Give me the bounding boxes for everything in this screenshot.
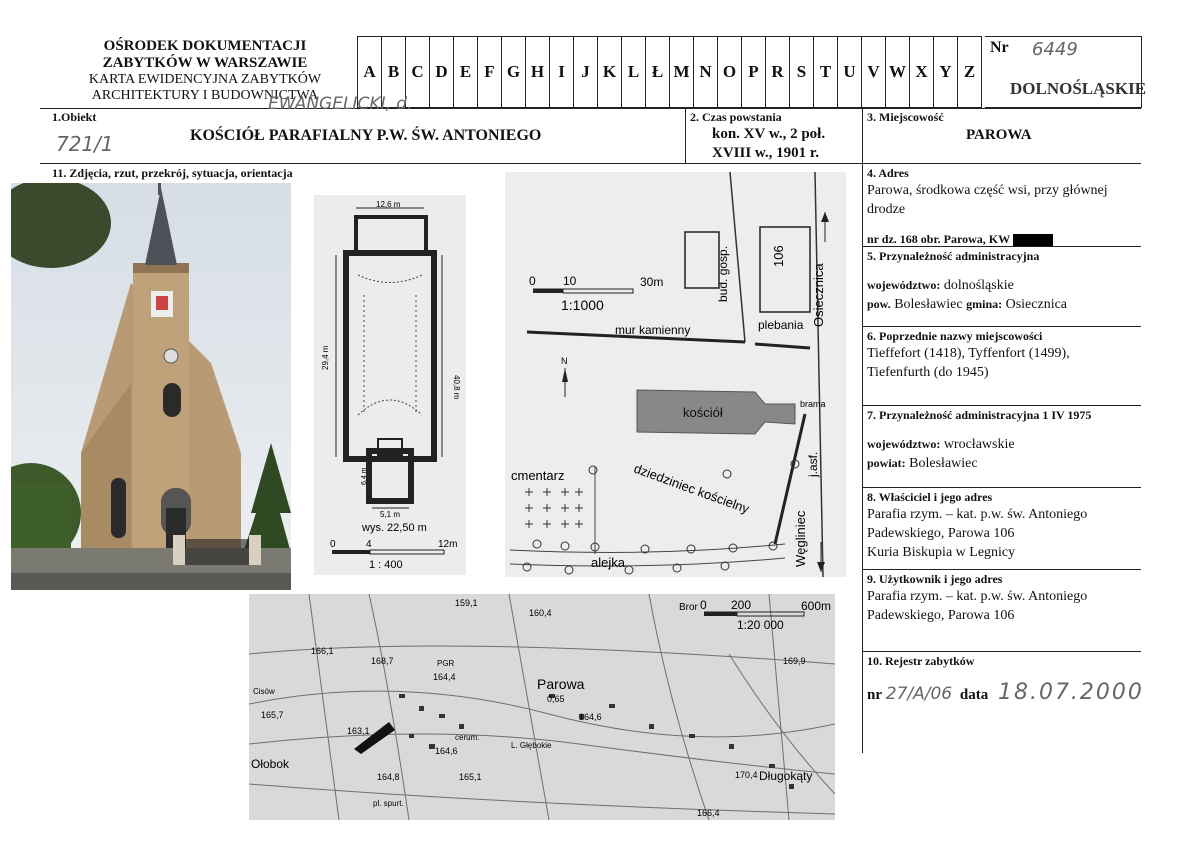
plan-scale-ratio: 1 : 400 [369, 559, 403, 571]
site-weglinec: Węgliniec [793, 510, 808, 567]
site-plan [505, 172, 846, 577]
card-title: KARTA EWIDENCYJNA ZABYTKÓW ARCHITEKTURY I BUDOWNICTWA [88, 72, 322, 103]
handwritten-note-left: 721/1 [56, 132, 114, 156]
plan-width-label: 12,6 m [376, 200, 401, 209]
section9: 9. Użytkownik i jego adres Parafia rzym. – kat. p.w. św. Antoniego Padewskiego, Parowa 106 [867, 572, 1088, 623]
section4: 4. Adres Parowa, środkowa część wsi, przy głównej drodze [867, 166, 1108, 217]
church-photo [11, 183, 291, 590]
site-scale-ratio: 1:1000 [561, 297, 604, 313]
org-title: OŚRODEK DOKUMENTACJI ZABYTKÓW W WARSZAWIE [102, 38, 308, 71]
row-divider [862, 651, 1141, 652]
map-h160: 160,4 [529, 608, 552, 618]
row-divider [862, 326, 1141, 327]
col-divider [685, 108, 686, 163]
index-letter: U [838, 37, 862, 107]
site-north-label: N [561, 356, 568, 366]
map-h164d: 164,8 [377, 772, 400, 782]
index-letter: A [358, 37, 382, 107]
object-name: KOŚCIÓŁ PARAFIALNY P.W. ŚW. ANTONIEGO [190, 127, 542, 144]
map-h164c: 164,6 [435, 746, 458, 756]
register-line: nr 27/A/06 data 18.07.2000 [867, 680, 1144, 705]
site-house-number: 106 [771, 245, 786, 267]
map-h169: 169,9 [783, 656, 806, 666]
plan-scale-12: 12m [438, 539, 458, 550]
plan-scale-0: 0 [330, 539, 336, 550]
section7: 7. Przynależność administracyjna 1 IV 1975 województwo: wrocławskie powiat: Bolesławiec [867, 408, 1092, 471]
index-letter: M [670, 37, 694, 107]
index-letter: F [478, 37, 502, 107]
plan-scale-4: 4 [366, 539, 372, 550]
site-plebania: plebania [758, 318, 804, 332]
section1-label: 1.Obiekt [52, 110, 97, 124]
plan-tower-length: 6,4 m [361, 467, 368, 485]
index-letter: E [454, 37, 478, 107]
index-letter: T [814, 37, 838, 107]
map-parowa: Parowa [537, 676, 585, 692]
site-scale-0: 0 [529, 274, 536, 288]
region-label: DOLNOŚLĄSKIE [1010, 79, 1147, 98]
site-kosciol: kościół [683, 405, 723, 420]
map-olobok: Ołobok [251, 757, 290, 771]
site-osiecznica: Osiecznica [811, 263, 826, 327]
redaction-block [1013, 234, 1053, 246]
date-line1: kon. XV w., 2 poł. [712, 126, 826, 142]
row-divider [862, 487, 1141, 488]
section11-label: 11. Zdjęcia, rzut, przekrój, sytuacja, orientacja [52, 166, 293, 180]
index-letter: P [742, 37, 766, 107]
site-plan-drawing [505, 172, 846, 577]
topographic-map-drawing [249, 594, 835, 820]
section8: 8. Właściciel i jego adres Parafia rzym. – kat. p.w. św. Antoniego Padewskiego, Parowa 106 Kuria Biskupia w Legnicy [867, 490, 1088, 560]
row-divider [40, 163, 1141, 164]
index-letter: C [406, 37, 430, 107]
plan-height: wys. 22,50 m [362, 522, 427, 534]
site-dziedziniec: dziedziniec kościelny [631, 460, 752, 517]
index-letter: N [694, 37, 718, 107]
locality-name: PAROWA [966, 127, 1032, 143]
map-h166: 166,1 [311, 646, 334, 656]
index-letter: H [526, 37, 550, 107]
map-h165: 165,7 [261, 710, 284, 720]
letter-index-row [357, 36, 982, 108]
row-divider [862, 569, 1141, 570]
index-letter: V [862, 37, 886, 107]
floor-plan [314, 195, 466, 575]
map-glebokie: L. Głębokie [511, 741, 552, 750]
index-letter: B [382, 37, 406, 107]
row-divider [862, 405, 1141, 406]
map-bror: Bror [679, 602, 698, 613]
index-letter: J [574, 37, 598, 107]
handwritten-note-top: EWANGELICKI, d. [268, 94, 413, 114]
site-scale-30: 30m [640, 275, 664, 289]
map-pgr: PGR [437, 659, 455, 668]
index-letter: I [550, 37, 574, 107]
site-jasf: j.asf. [806, 451, 820, 477]
section5: 5. Przynależność administracyjna województwo: dolnośląskie pow. Bolesławiec gmina: Osiecznica [867, 249, 1068, 312]
site-brama: brama [800, 399, 826, 409]
map-h168: 168,7 [371, 656, 394, 666]
index-letter: D [430, 37, 454, 107]
map-dlugokaty: Długokąty [759, 769, 813, 783]
plot-number: nr dz. 168 obr. Parowa, KW [867, 232, 1053, 247]
index-letter: S [790, 37, 814, 107]
date-line2: XVIII w., 1901 r. [712, 145, 819, 161]
map-scale-ratio: 1:20 000 [737, 618, 784, 632]
index-letter: Z [963, 62, 976, 81]
plan-tower-width: 5,1 m [380, 510, 401, 519]
map-h065: 0,65 [547, 694, 565, 704]
site-mur: mur kamienny [615, 323, 691, 337]
topographic-map [249, 594, 835, 820]
site-scale-10: 10 [563, 274, 577, 288]
index-letter: Y [934, 37, 958, 107]
floor-plan-drawing [314, 195, 466, 575]
map-h164b: 164,6 [579, 712, 602, 722]
section2-label: 2. Czas powstania [690, 110, 782, 124]
index-letter: G [502, 37, 526, 107]
site-alejka: alejka [591, 555, 625, 570]
site-bud-gosp: bud. gosp. [716, 245, 730, 302]
index-letter: L [622, 37, 646, 107]
index-letter: X [910, 37, 934, 107]
index-letter: W [886, 37, 910, 107]
map-h165b: 165,1 [459, 772, 482, 782]
nr-value: 6449 [1032, 39, 1078, 60]
map-h164a: 164,4 [433, 672, 456, 682]
plan-length-inner: 29,4 m [321, 345, 330, 370]
col-divider [862, 108, 863, 753]
map-scale-0: 0 [700, 598, 707, 612]
section6: 6. Poprzednie nazwy miejscowości Tieffefort (1418), Tyffenfort (1499), Tiefenfurth (do 1945) [867, 329, 1070, 380]
map-h163: 163,1 [347, 726, 370, 736]
church-photo-drawing [11, 183, 291, 590]
plan-length-outer: 40,8 m [452, 375, 461, 400]
map-spurt: pl. spurt. [373, 799, 404, 808]
map-h159: 159,1 [455, 598, 478, 608]
index-letter: Ł [646, 37, 670, 107]
map-h170: 170,4 [735, 770, 758, 780]
nr-label: Nr [990, 39, 1009, 56]
index-letter: K [598, 37, 622, 107]
map-scale-600: 600m [801, 599, 832, 613]
row-divider [40, 108, 1141, 109]
section10: 10. Rejestr zabytków [867, 654, 975, 668]
map-h166b: 166,4 [697, 808, 720, 818]
index-letter: R [766, 37, 790, 107]
map-scale-200: 200 [731, 598, 752, 612]
index-letter: O [718, 37, 742, 107]
section3-label: 3. Miejscowość [867, 110, 944, 124]
map-cisow: Cisów [253, 687, 275, 696]
map-cerum: cerum. [455, 733, 480, 742]
site-cmentarz: cmentarz [511, 468, 565, 483]
